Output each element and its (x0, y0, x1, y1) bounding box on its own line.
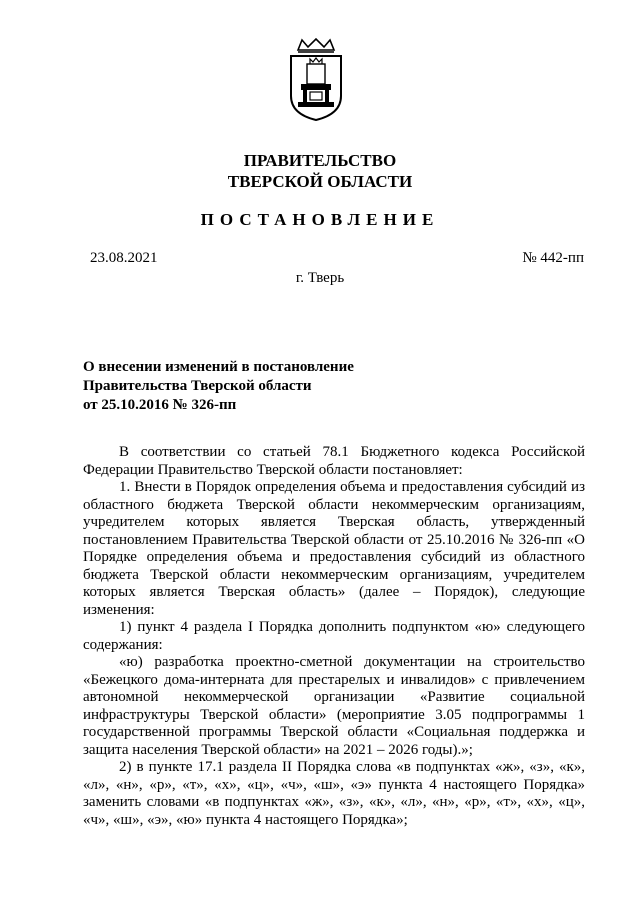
subject-line: от 25.10.2016 № 326-пп (83, 397, 237, 413)
document-date: 23.08.2021 (90, 250, 158, 266)
body-paragraph: 1) пункт 4 раздела I Порядка дополнить подпунктом «ю» следующего содержания: (83, 619, 585, 653)
document-number: № 442-пп (522, 250, 584, 266)
document-body (83, 444, 585, 829)
body-paragraph: 1. Внести в Порядок определения объема и предоставления субсидий из областного бюджета Тверской области некоммерческим организациям, учредителем которых является Тверская область, утвержденный постановлением Правительства Тверской области от 25.10.2016 № 326-пп «О Порядке определения объема и предоставления субсидий из областного бюджета Тверской области некоммерческим организациям, учредителем которых является Тверская область» (далее – Порядок), следующие изменения: (83, 479, 585, 618)
government-title-line1: ПРАВИТЕЛЬСТВО (243, 151, 397, 170)
document-type: ПОСТАНОВЛЕНИЕ (200, 210, 440, 229)
coat-of-arms-icon (288, 38, 344, 122)
subject-line: О внесении изменений в постановление (83, 359, 354, 375)
document-city: г. Тверь (295, 270, 345, 286)
government-title-line2: ТВЕРСКОЙ ОБЛАСТИ (227, 172, 413, 191)
body-paragraph: «ю) разработка проектно-сметной документации на строительство «Бежецкого дома-интерната для престарелых и инвалидов» с привлечением автономной некоммерческой организации «Развитие социальной инфраструктуры Тверской области» (мероприятие 3.05 подпрограммы 1 государственной программы Тверской области «Социальная поддержка и защита населения Тверской области» на 2021 – 2026 годы).»; (83, 654, 585, 758)
document-subject (83, 358, 354, 415)
body-paragraph: 2) в пункте 17.1 раздела II Порядка слова «в подпунктах «ж», «з», «к», «л», «н», «р», «т», «х», «ц», «ч», «ш», «э» пункта 4 настоящего Порядка» заменить словами «в подпунктах «ж», «з», «к», «л», «н», «р», «т», «х», «ц», «ч», «ш», «э», «ю» пункта 4 настоящего Порядка»; (83, 759, 585, 828)
subject-line: Правительства Тверской области (83, 378, 312, 394)
body-paragraph: В соответствии со статьей 78.1 Бюджетного кодекса Российской Федерации Правительство Тверской области постановляет: (83, 444, 585, 478)
